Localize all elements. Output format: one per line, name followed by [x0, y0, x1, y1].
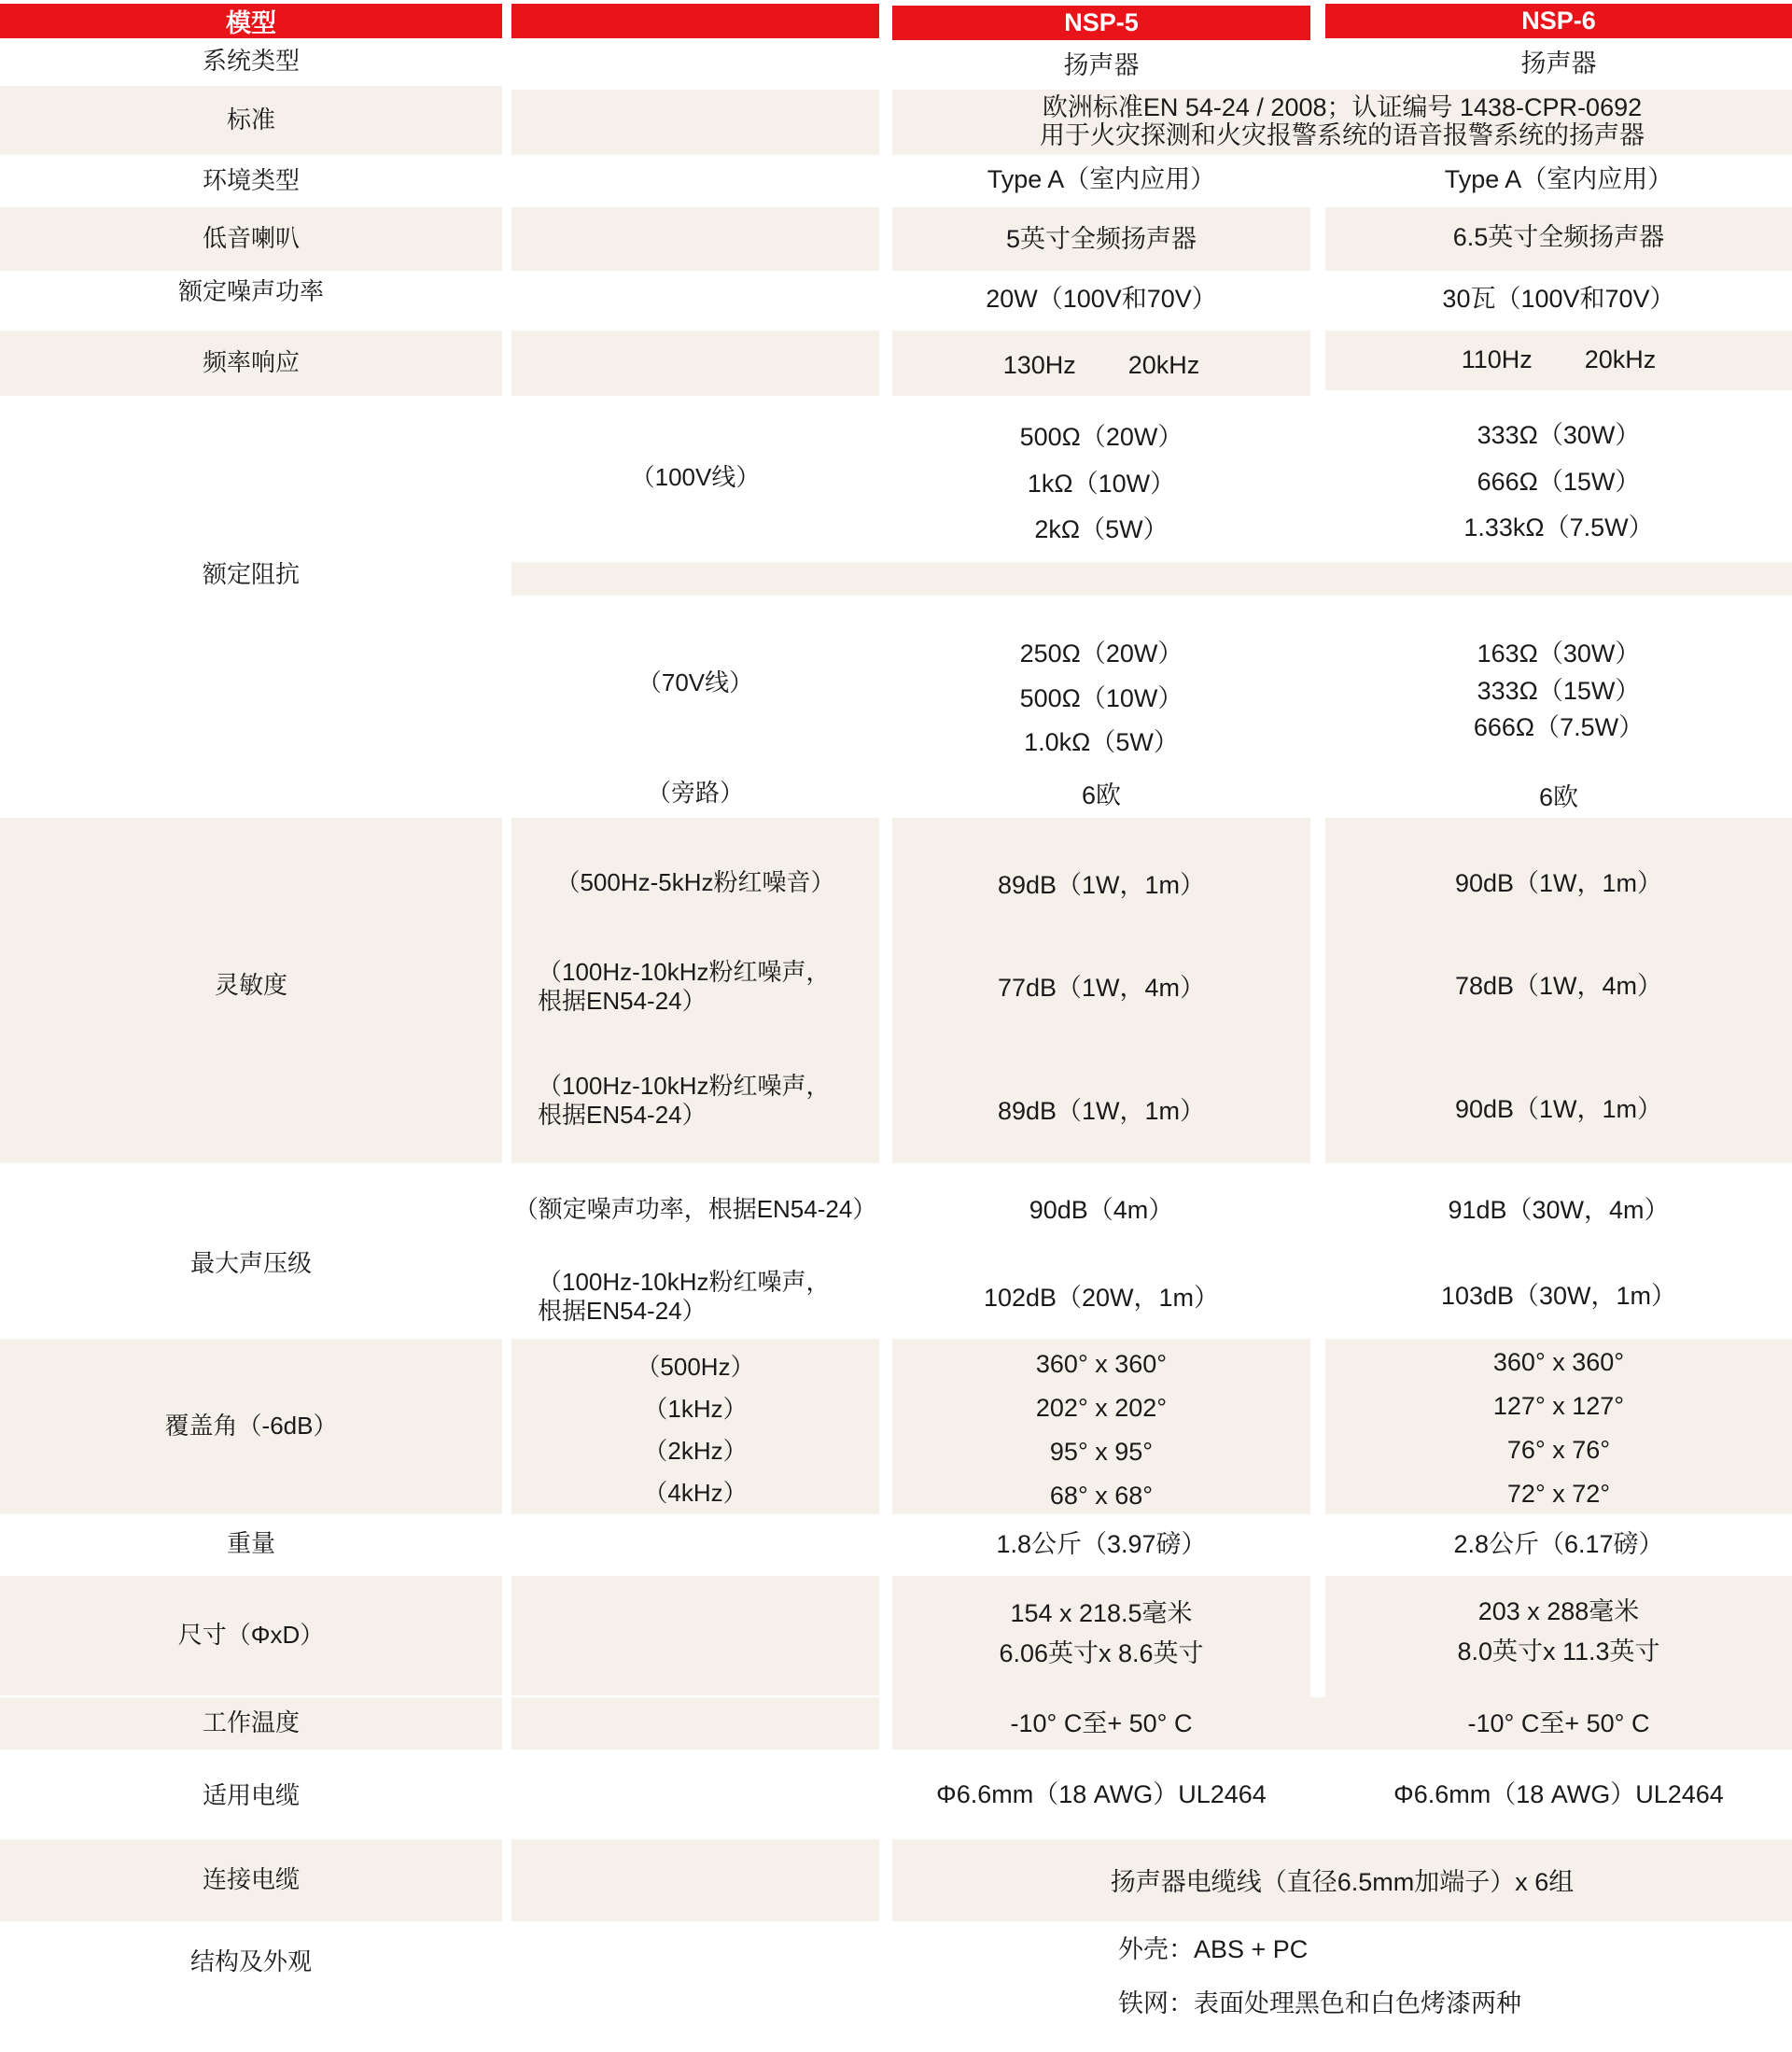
cond-coverage-3: （2kHz） [643, 1437, 748, 1465]
nsp5-impedance-70v [892, 633, 1310, 758]
cond-max-spl-2-line2: 根据EN54-24） [538, 1297, 707, 1325]
nsp5-environment: Type A（室内应用） [987, 164, 1216, 193]
nsp5-sens-1: 89dB（1W，1m） [997, 870, 1206, 899]
connection-value: 扬声器电缆线（直径6.5mm加端子）x 6组 [1110, 1867, 1575, 1896]
cond-max-spl-2 [538, 1266, 879, 1328]
cond-max-spl-2-line1: （100Hz-10kHz粉红噪声， [538, 1267, 831, 1296]
nsp6-rated-noise-power: 30瓦（100V和70V） [1442, 284, 1675, 313]
nsp5-woofer: 5英寸全频扬声器 [1005, 224, 1197, 253]
nsp6-sens-1: 90dB（1W，1m） [1454, 868, 1663, 897]
nsp5-sens-3: 89dB（1W，1m） [997, 1096, 1206, 1125]
header-nsp5: NSP-5 [892, 6, 1310, 40]
cond-coverage-1: （500Hz） [636, 1353, 755, 1381]
nsp5-dim-mm: 154 x 218.5毫米 [1010, 1599, 1193, 1627]
label-coverage: 覆盖角（-6dB） [164, 1412, 338, 1441]
nsp5-imp100-1: 500Ω（20W） [1019, 423, 1183, 451]
nsp6-coverage-2: 127° x 127° [1492, 1392, 1625, 1420]
construction-line2: 铁网：表面处理黑色和白色烤漆两种 [1118, 1989, 1521, 2017]
label-dimensions: 尺寸（ΦxD） [177, 1621, 325, 1650]
label-rated-noise-power: 额定噪声功率 [177, 277, 324, 306]
cond-impedance-100v: （100V线） [630, 463, 761, 492]
nsp5-freq-high: 20kHz [1127, 350, 1200, 379]
label-sensitivity: 灵敏度 [214, 971, 287, 1000]
label-frequency-response: 频率响应 [202, 348, 300, 377]
nsp6-imp70-1: 163Ω（30W） [1477, 639, 1641, 668]
nsp5-dimensions [892, 1593, 1310, 1669]
nsp6-coverage-4: 72° x 72° [1506, 1480, 1611, 1508]
cond-sens-2-line1: （100Hz-10kHz粉红噪声， [538, 957, 831, 986]
nsp5-coverage-2: 202° x 202° [1035, 1394, 1168, 1422]
nsp5-dim-in: 6.06英寸x 8.6英寸 [999, 1639, 1204, 1667]
cond-sens-3-line1: （100Hz-10kHz粉红噪声， [538, 1071, 831, 1100]
cond-coverage-4: （4kHz） [643, 1479, 748, 1507]
cond-sens-3-line2: 根据EN54-24） [538, 1101, 707, 1129]
nsp5-imp70-2: 500Ω（10W） [1019, 683, 1183, 712]
nsp6-imp70-2: 333Ω（15W） [1477, 676, 1641, 705]
nsp5-rated-noise-power: 20W（100V和70V） [986, 284, 1217, 313]
label-connection: 连接电缆 [202, 1865, 300, 1894]
nsp5-sens-2: 77dB（1W，4m） [997, 973, 1206, 1002]
label-construction: 结构及外观 [189, 1947, 312, 1976]
header-nsp6: NSP-6 [1325, 4, 1792, 38]
label-environment: 环境类型 [202, 166, 300, 195]
nsp5-max-spl-2: 102dB（20W，1m） [983, 1283, 1220, 1312]
nsp6-max-spl-1: 91dB（30W，4m） [1448, 1195, 1670, 1224]
construction-value [1118, 1934, 1641, 2018]
nsp5-temperature: -10° C至+ 50° C [1010, 1708, 1193, 1737]
nsp5-impedance-bypass: 6欧 [1081, 780, 1122, 809]
bg-woofer-blank [511, 207, 879, 271]
bg-standard-blank [511, 90, 879, 155]
nsp6-weight: 2.8公斤（6.17磅） [1453, 1529, 1664, 1558]
nsp6-woofer: 6.5英寸全频扬声器 [1452, 222, 1665, 251]
nsp6-dim-mm: 203 x 288毫米 [1477, 1597, 1640, 1625]
nsp6-dim-in: 8.0英寸x 11.3英寸 [1457, 1637, 1660, 1665]
standard-line1: 欧洲标准EN 54-24 / 2008；认证编号 1438-CPR-0692 [1042, 92, 1643, 121]
nsp6-sens-2: 78dB（1W，4m） [1454, 971, 1663, 1000]
label-temperature: 工作温度 [202, 1708, 300, 1737]
cond-coverage [511, 1348, 879, 1509]
label-max-spl: 最大声压级 [189, 1249, 312, 1278]
nsp5-imp100-2: 1kΩ（10W） [1027, 469, 1176, 498]
nsp5-imp70-1: 250Ω（20W） [1019, 639, 1183, 668]
nsp5-imp100-3: 2kΩ（5W） [1034, 515, 1169, 543]
nsp6-environment: Type A（室内应用） [1444, 164, 1673, 193]
bg-dim-blank [511, 1576, 879, 1695]
standard-value [892, 93, 1792, 149]
label-impedance: 额定阻抗 [202, 560, 300, 589]
cond-sens-2 [538, 956, 879, 1018]
nsp5-cable: Φ6.6mm（18 AWG）UL2464 [936, 1779, 1267, 1808]
nsp6-max-spl-2: 103dB（30W，1m） [1440, 1281, 1677, 1310]
nsp5-coverage [892, 1350, 1310, 1511]
cond-sens-2-line2: 根据EN54-24） [538, 987, 707, 1015]
nsp6-freq-low: 110Hz [1461, 344, 1533, 373]
nsp6-imp100-1: 333Ω（30W） [1477, 421, 1641, 449]
nsp6-imp100-2: 666Ω（15W） [1477, 467, 1641, 496]
nsp5-frequency-response [892, 344, 1310, 387]
cond-impedance-70v: （70V线） [637, 668, 754, 697]
bg-temp-blank [511, 1697, 879, 1750]
header-blank [511, 4, 879, 38]
bg-freq-blank [511, 330, 879, 396]
nsp6-cable: Φ6.6mm（18 AWG）UL2464 [1393, 1779, 1724, 1808]
nsp6-impedance-100v [1325, 415, 1792, 543]
label-system-type: 系统类型 [202, 47, 300, 76]
nsp6-sens-3: 90dB（1W，1m） [1454, 1094, 1663, 1123]
nsp6-imp70-3: 666Ω（7.5W） [1473, 713, 1645, 741]
nsp5-system-type: 扬声器 [1063, 50, 1140, 79]
nsp6-frequency-response [1325, 338, 1792, 381]
nsp6-freq-high: 20kHz [1584, 344, 1657, 373]
cond-impedance-bypass: （旁路） [646, 779, 744, 808]
nsp5-coverage-4: 68° x 68° [1049, 1482, 1154, 1510]
nsp6-coverage [1325, 1348, 1792, 1509]
nsp6-dimensions [1325, 1591, 1792, 1667]
nsp5-max-spl-1: 90dB（4m） [1029, 1195, 1174, 1224]
label-cable: 适用电缆 [202, 1781, 300, 1810]
cond-sens-1: （500Hz-5kHz粉红噪音） [555, 868, 835, 897]
cond-sens-3 [538, 1070, 879, 1131]
header-model: 模型 [0, 4, 502, 38]
label-standard: 标准 [226, 105, 275, 134]
standard-line2: 用于火灾探测和火灾报警系统的语音报警系统的扬声器 [1040, 121, 1645, 149]
cond-coverage-2: （1kHz） [643, 1395, 748, 1423]
nsp5-weight: 1.8公斤（3.97磅） [996, 1529, 1207, 1558]
nsp5-coverage-1: 360° x 360° [1035, 1350, 1168, 1378]
nsp5-coverage-3: 95° x 95° [1049, 1438, 1154, 1466]
nsp6-temperature: -10° C至+ 50° C [1467, 1708, 1650, 1737]
label-weight: 重量 [226, 1529, 275, 1558]
nsp6-coverage-3: 76° x 76° [1506, 1436, 1611, 1464]
nsp5-imp70-3: 1.0kΩ（5W） [1024, 728, 1179, 756]
nsp6-imp100-3: 1.33kΩ（7.5W） [1463, 513, 1654, 541]
bg-conn-blank [511, 1839, 879, 1921]
bg-impedance-band [511, 562, 1792, 596]
nsp6-impedance-70v [1325, 633, 1792, 743]
nsp6-coverage-1: 360° x 360° [1492, 1348, 1625, 1376]
nsp5-impedance-100v [892, 416, 1310, 545]
label-woofer: 低音喇叭 [202, 224, 300, 253]
construction-line1: 外壳：ABS + PC [1118, 1935, 1309, 1963]
nsp5-freq-low: 130Hz [1002, 350, 1076, 379]
cond-max-spl-1: （额定噪声功率，根据EN54-24） [513, 1195, 877, 1224]
nsp6-impedance-bypass: 6欧 [1538, 782, 1579, 811]
nsp6-system-type: 扬声器 [1520, 49, 1597, 77]
